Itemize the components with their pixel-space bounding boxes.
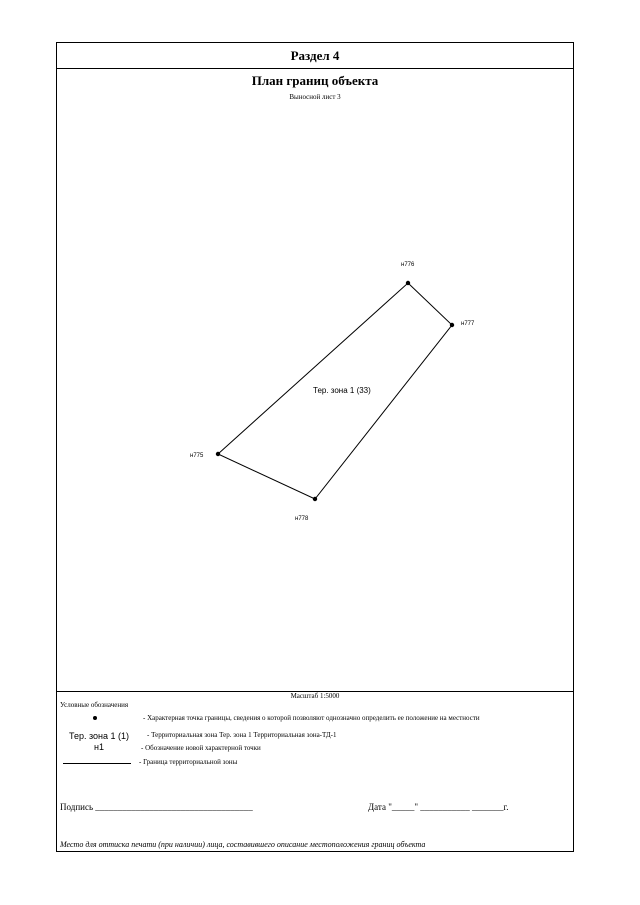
date-field: Дата "_____" ___________ _______г. [368, 802, 509, 812]
signature-field: Подпись ___________________________________ [60, 802, 253, 812]
boundary-point-n775 [216, 452, 220, 456]
legend-border-desc: - Граница территориальной зоны [139, 758, 238, 766]
zone-label: Тер. зона 1 (33) [313, 386, 371, 395]
point-label-n776: н776 [401, 262, 415, 268]
boundary-point-n778 [313, 497, 317, 501]
point-symbol [93, 716, 97, 720]
zone-symbol-line2: н1 [94, 742, 104, 752]
plan-title: План границ объекта [251, 73, 379, 88]
point-label-n778: н778 [295, 516, 309, 522]
section-title: Раздел 4 [57, 43, 573, 69]
boundary-point-n777 [450, 323, 454, 327]
plan-subtitle: Выносной лист 3 [289, 93, 341, 101]
stamp-note: Место для оттиска печати (при наличии) лица, составившего описание местоположения границ объекта [60, 840, 426, 849]
document-sheet [56, 42, 574, 852]
legend-title: Условные обозначения [60, 701, 129, 709]
scale-label: Масштаб 1:5000 [290, 692, 340, 700]
zone-symbol [62, 731, 136, 753]
boundary-map [57, 43, 575, 691]
point-label-n775: н775 [190, 453, 204, 459]
legend-new-point-desc: - Обозначение новой характерной точки [141, 744, 261, 752]
border-line-symbol [63, 763, 131, 764]
legend-zone-desc: - Территориальная зона Тер. зона 1 Территориальная зона-ТД-1 [147, 731, 337, 739]
point-label-n777: н777 [461, 321, 475, 327]
zone-symbol-line1: Тер. зона 1 (1) [68, 731, 130, 741]
boundary-point-n776 [406, 281, 410, 285]
legend-point-desc: - Характерная точка границы, сведения о которой позволяют однозначно определить ее положение на местности [143, 714, 480, 722]
